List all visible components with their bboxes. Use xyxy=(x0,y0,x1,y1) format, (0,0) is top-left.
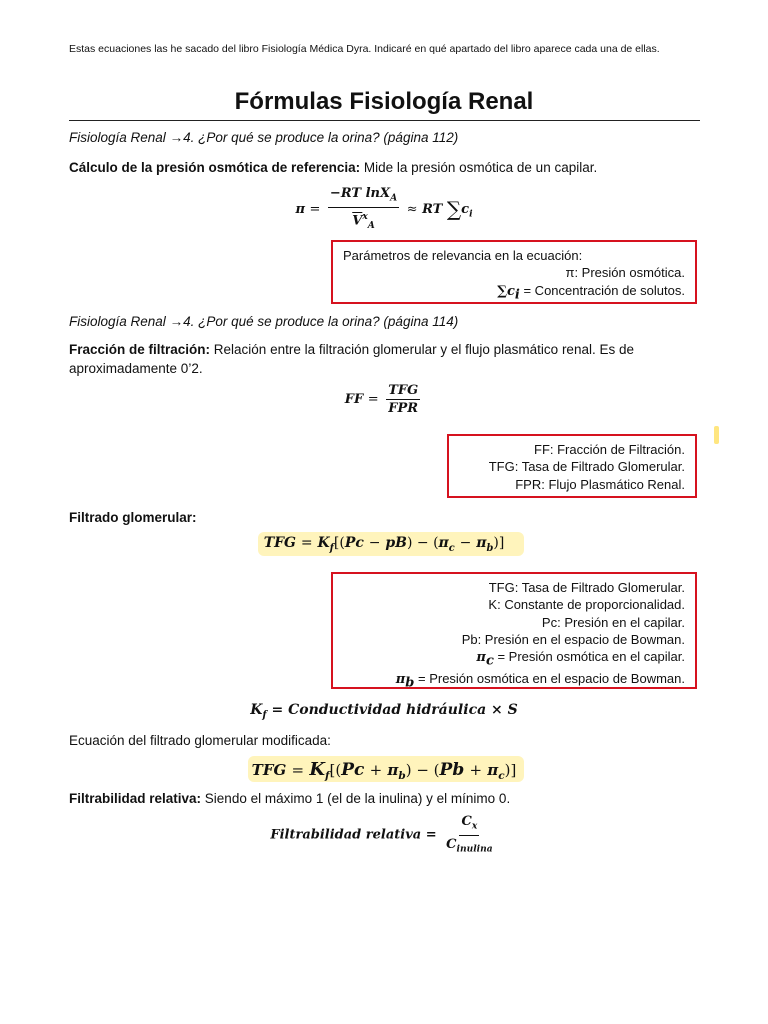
title-divider xyxy=(69,120,700,121)
paragraph-text: Siendo el máximo 1 (el de la inulina) y el mínimo 0. xyxy=(201,791,511,806)
relative-filterability-paragraph xyxy=(69,789,699,808)
box-line: FF: Fracción de Filtración. xyxy=(534,442,685,457)
glomerular-filtration-heading: Filtrado glomerular: xyxy=(69,510,197,525)
box-line: $\sum c_i$ = Concentración de solutos. xyxy=(497,282,685,303)
intro-note: Estas ecuaciones las he sacado del libro Fisiología Médica Dyra. Indicaré en qué apartado del libro aparece cada una de ellas. xyxy=(69,43,660,55)
modified-glomerular-equation: TFG = $K_f[(Pc + \pi_b) - (Pb + \pi_c)]$ xyxy=(251,759,517,782)
filtration-fraction-equation: FF = $\frac{\text{TFG}}{\text{FPR}}$ xyxy=(344,383,419,416)
parameters-box-1 xyxy=(331,240,697,304)
relative-filterability-equation: Filtrabilidad relativa = $\frac{C_x}{C_{inulina}}$ xyxy=(270,814,493,855)
paragraph-heading: Filtrabilidad relativa: xyxy=(69,791,202,806)
source-prefix: Fisiología Renal xyxy=(69,130,170,145)
highlight-mark xyxy=(714,426,719,444)
source-reference-1 xyxy=(69,130,458,145)
box-line: FPR: Flujo Plasmático Renal. xyxy=(515,476,685,492)
source-prefix: Fisiología Renal xyxy=(69,314,170,329)
box-line: TFG: Tasa de Filtrado Glomerular. xyxy=(488,459,685,475)
modified-equation-label: Ecuación del filtrado glomerular modificada: xyxy=(69,733,331,748)
paragraph-text: Relación entre la filtración glomerular y el flujo plasmático renal. Es de aproximadamente 0’2. xyxy=(69,342,634,376)
page-title: Fórmulas Fisiología Renal xyxy=(234,88,534,115)
paragraph-heading: Cálculo de la presión osmótica de referencia: xyxy=(69,160,361,175)
parameters-box-2 xyxy=(447,434,697,498)
box-line: $\pi_b$ = Presión osmótica en el espacio de Bowman. xyxy=(395,671,685,691)
box-line: π: Presión osmótica. xyxy=(565,265,685,281)
paragraph-heading: Fracción de filtración: xyxy=(69,342,211,357)
box-line: K: Constante de proporcionalidad. xyxy=(488,597,685,613)
box-line: TFG: Tasa de Filtrado Glomerular. xyxy=(488,580,685,595)
source-reference-2 xyxy=(69,314,458,329)
paragraph-text: Mide la presión osmótica de un capilar. xyxy=(360,160,598,175)
box-title: Parámetros de relevancia en la ecuación: xyxy=(343,248,583,263)
arrow-icon: → xyxy=(169,130,184,145)
osmotic-pressure-equation: π = $\frac{-RT \ln X_A}{\overline{V}^x_A}$ ≈ RT $\sum c_i$ xyxy=(295,186,473,231)
filtration-fraction-paragraph xyxy=(69,340,699,378)
glomerular-filtration-equation: TFG = $K_f[(Pc - pB) - (\pi_c - \pi_b)]$ xyxy=(263,535,505,554)
source-text: 4. ¿Por qué se produce la orina? (página 112) xyxy=(183,130,459,145)
osmotic-pressure-paragraph xyxy=(69,158,699,177)
box-line: Pb: Presión en el espacio de Bowman. xyxy=(461,631,685,647)
arrow-icon: → xyxy=(169,314,184,329)
parameters-box-3 xyxy=(331,572,697,689)
kf-equation: $K_f$ = Conductividad hidráulica × S xyxy=(250,702,518,721)
source-text: 4. ¿Por qué se produce la orina? (página 114) xyxy=(183,314,459,329)
box-line: $\pi_c$ = Presión osmótica en el capilar. xyxy=(476,649,685,669)
box-line: Pc: Presión en el capilar. xyxy=(541,614,685,630)
